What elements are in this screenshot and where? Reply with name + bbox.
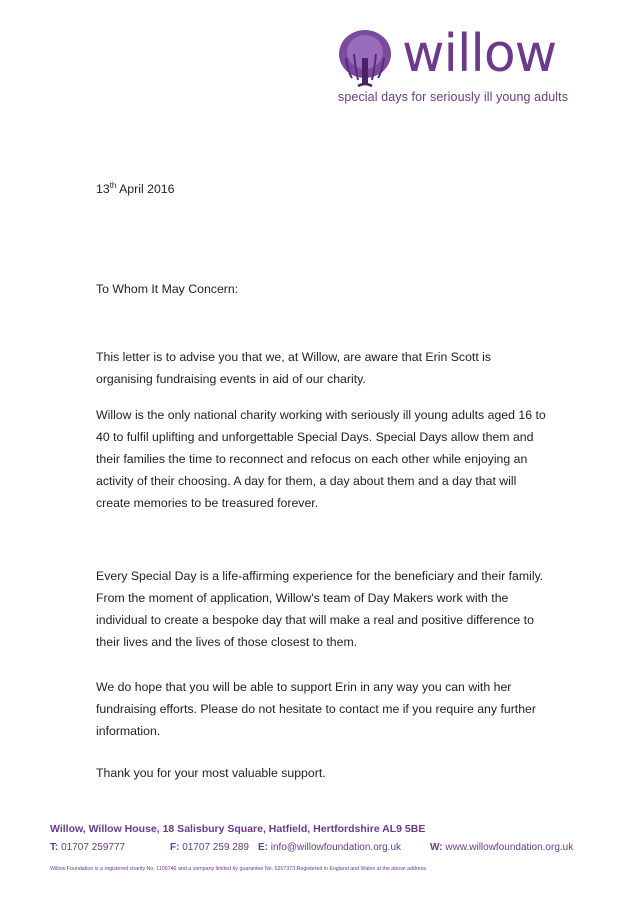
fax-label: F: xyxy=(170,842,180,853)
email-address: info@willowfoundation.org.uk xyxy=(268,842,402,853)
paragraph-about-willow: Willow is the only national charity working with seriously ill young adults aged 16 to 40 to fulfil uplifting and unforgettable Special Days. Special Days allow them and their families the time to reconnect and refocus on each other while enjoying an activity of their choosing. A day for them, a day about them and a day that will create memories to be treasured forever. xyxy=(96,408,546,510)
paragraph-special-day: Every Special Day is a life-affirming experience for the beneficiary and their family. From the moment of application, Willow's team of Day Makers work with the individual to create a bespoke day that will make a real and positive difference to their lives and the lives of those closest to them. xyxy=(96,569,544,649)
web-address: www.willowfoundation.org.uk xyxy=(442,842,574,853)
email-label: E: xyxy=(258,842,268,853)
footer-email xyxy=(258,842,401,853)
logo-wordmark: willow xyxy=(402,24,557,84)
web-label: W: xyxy=(430,842,443,853)
letter-date xyxy=(96,178,174,200)
date-suffix: th xyxy=(109,181,117,190)
footer-contacts xyxy=(50,842,590,858)
fax-number: 01707 259 289 xyxy=(179,842,249,853)
willow-logo xyxy=(330,22,600,112)
tel-number: 01707 259777 xyxy=(58,842,126,853)
paragraph-thanks: Thank you for your most valuable support. xyxy=(96,766,326,780)
date-day: 13 xyxy=(96,182,110,196)
salutation: To Whom It May Concern: xyxy=(96,282,239,296)
date-month-year: April 2016 xyxy=(116,182,175,196)
footer-telephone xyxy=(50,842,125,853)
logo-tagline: special days for seriously ill young adults xyxy=(338,90,569,104)
footer-legal-notice: Willow Foundation is a registered charity No. 1106746 and a company limited by guarantee No. 5207373 Registered in England and Wales at the above address. xyxy=(50,866,428,872)
footer-fax xyxy=(170,842,249,853)
footer-website xyxy=(430,842,573,853)
tel-label: T: xyxy=(50,842,59,853)
willow-tree-icon xyxy=(336,28,394,90)
footer-address: Willow, Willow House, 18 Salisbury Square, Hatfield, Hertfordshire AL9 5BE xyxy=(50,823,426,835)
paragraph-awareness: This letter is to advise you that we, at Willow, are aware that Erin Scott is organising fundraising events in aid of our charity. xyxy=(96,350,492,386)
paragraph-support-request: We do hope that you will be able to support Erin in any way you can with her fundraising efforts. Please do not hesitate to contact me if you require any further information. xyxy=(96,680,536,738)
